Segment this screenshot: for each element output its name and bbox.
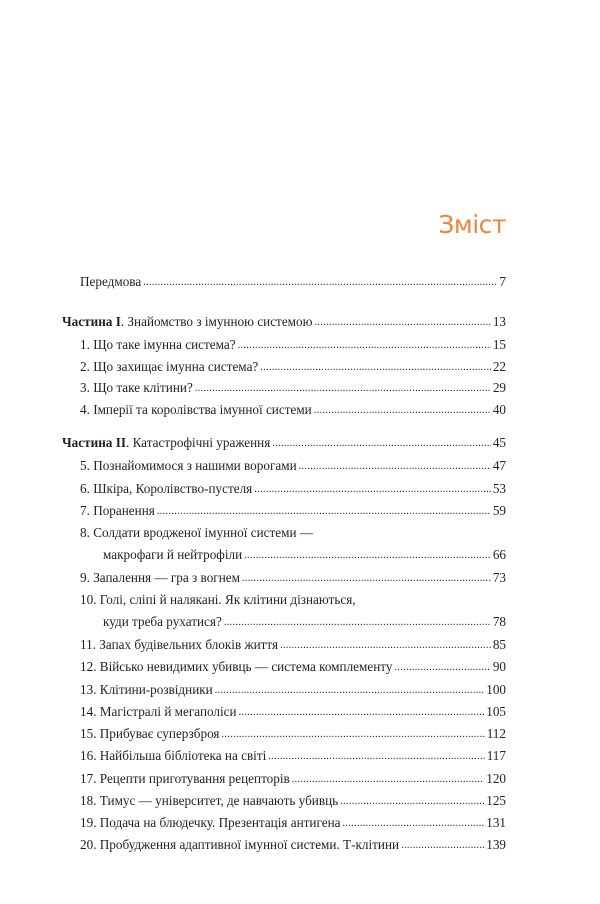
toc-entry[interactable] (62, 637, 506, 654)
toc-entry-title: 3. Що таке клітини? (80, 380, 193, 395)
toc-page-number: 131 (486, 815, 506, 830)
toc-entry-title: 6. Шкіра, Королівство-пустеля (80, 481, 253, 496)
toc-entry-title: 5. Познайомимося з нашими ворогами (80, 458, 297, 473)
toc-entry-title: 19. Подача на блюдечку. Презентація антигена (80, 815, 341, 830)
dot-leader (314, 401, 491, 418)
toc-entry-title: 17. Рецепти приготування рецепторів (80, 771, 290, 786)
dot-leader (143, 273, 497, 290)
dot-leader (157, 502, 491, 519)
toc-entry[interactable] (62, 837, 506, 854)
toc-page-number: 29 (492, 380, 506, 395)
toc-entry[interactable] (62, 380, 506, 397)
toc-entry[interactable] (62, 402, 506, 419)
dot-leader (280, 636, 491, 653)
toc-part-2[interactable] (62, 435, 506, 452)
toc-entry-title: 9. Запалення — гра з вогнем (80, 570, 240, 585)
toc-page-number: 90 (492, 659, 506, 674)
dot-leader (314, 313, 490, 330)
toc-part-1[interactable] (62, 314, 506, 331)
toc-entry-title: Передмова (80, 274, 142, 289)
dot-leader (195, 379, 491, 396)
toc-entry-title: 1. Що таке імунна система? (80, 337, 236, 352)
toc-entry[interactable] (62, 659, 506, 676)
toc-page-number: 73 (492, 570, 506, 585)
toc-page-number: 125 (486, 793, 506, 808)
toc-entry-title: 18. Тимус — університет, де навчають убивць (80, 793, 339, 808)
toc-entry-title: 7. Поранення (80, 503, 155, 518)
toc-entry-title: 2. Що захищає імунна система? (80, 359, 259, 374)
toc-entry[interactable] (62, 592, 506, 631)
toc-page-number: 40 (492, 402, 506, 417)
dot-leader (254, 480, 491, 497)
toc-entry-title: 16. Найбільша бібліотека на світі (80, 748, 267, 763)
dot-leader (342, 814, 484, 831)
dot-leader (292, 770, 484, 787)
toc-entry[interactable] (62, 771, 506, 788)
toc-entry[interactable] (62, 503, 506, 520)
toc-entry-title: 10. Голі, сліпі й налякані. Як клітини дізнаються, (80, 592, 356, 607)
toc-entry[interactable] (62, 704, 506, 721)
toc-page-number: 7 (499, 274, 506, 289)
toc-entry[interactable] (62, 481, 506, 498)
dot-leader (268, 747, 484, 764)
toc-page-number: 100 (486, 682, 506, 697)
dot-leader (260, 358, 491, 375)
dot-leader (272, 434, 491, 451)
toc-entry[interactable] (62, 793, 506, 810)
toc-entry-continuation: куди треба рухатися? (103, 614, 222, 629)
toc-page-number: 120 (486, 771, 506, 786)
toc-entry-title: 12. Військо невидимих убивць — система комплементу (80, 659, 393, 674)
toc-entry[interactable] (62, 525, 506, 564)
dot-leader (224, 613, 491, 630)
toc-page-number: 45 (492, 435, 506, 450)
toc-entry[interactable] (62, 726, 506, 743)
toc-entry[interactable] (62, 458, 506, 475)
dot-leader (242, 569, 491, 586)
part-label: Частина I (62, 314, 121, 329)
toc-entry-title: 15. Прибуває суперзброя (80, 726, 220, 741)
toc-entry[interactable] (62, 570, 506, 587)
toc-page-number: 78 (492, 614, 506, 629)
toc-entry-title: 14. Магістралі й мегаполіси (80, 704, 237, 719)
toc-entry-preface[interactable] (62, 274, 506, 291)
toc-page-number: 53 (492, 481, 506, 496)
dot-leader (215, 681, 484, 698)
dot-leader (401, 836, 484, 853)
toc-page-number: 139 (486, 837, 506, 852)
toc-entry[interactable] (62, 359, 506, 376)
toc-page-number: 105 (486, 704, 506, 719)
toc-entry[interactable] (62, 748, 506, 765)
dot-leader (239, 703, 485, 720)
toc-entry[interactable] (62, 682, 506, 699)
toc-page-number: 47 (492, 458, 506, 473)
dot-leader (244, 546, 491, 563)
toc-page-number: 112 (486, 726, 506, 741)
toc-entry-title: 11. Запах будівельних блоків життя (80, 637, 279, 652)
dot-leader (299, 457, 491, 474)
toc-page-number: 66 (492, 547, 506, 562)
toc-page-number: 13 (492, 314, 506, 329)
toc-page-number: 59 (492, 503, 506, 518)
page-title: Зміст (438, 210, 506, 239)
toc-entry-title: 20. Пробудження адаптивної імунної системи. Т-клітини (80, 837, 400, 852)
part-title: . Катастрофічні ураження (125, 435, 271, 450)
toc-entry-continuation: макрофаги й нейтрофіли (103, 547, 243, 562)
toc-entry-title: 8. Солдати вродженої імунної системи — (80, 525, 314, 540)
dot-leader (340, 792, 484, 809)
toc-entry-title: 4. Імперії та королівства імунної системи (80, 402, 312, 417)
dot-leader (221, 725, 484, 742)
toc-page-number: 15 (492, 337, 506, 352)
toc-entry[interactable] (62, 337, 506, 354)
toc-page-number: 22 (492, 359, 506, 374)
dot-leader (394, 658, 490, 675)
part-label: Частина II (62, 435, 126, 450)
toc-entry-title: 13. Клітини-розвідники (80, 682, 213, 697)
toc-page-number: 117 (486, 748, 506, 763)
dot-leader (238, 336, 491, 353)
toc-entry[interactable] (62, 815, 506, 832)
toc-page-number: 85 (492, 637, 506, 652)
part-title: . Знайомство з імунною системою (120, 314, 313, 329)
